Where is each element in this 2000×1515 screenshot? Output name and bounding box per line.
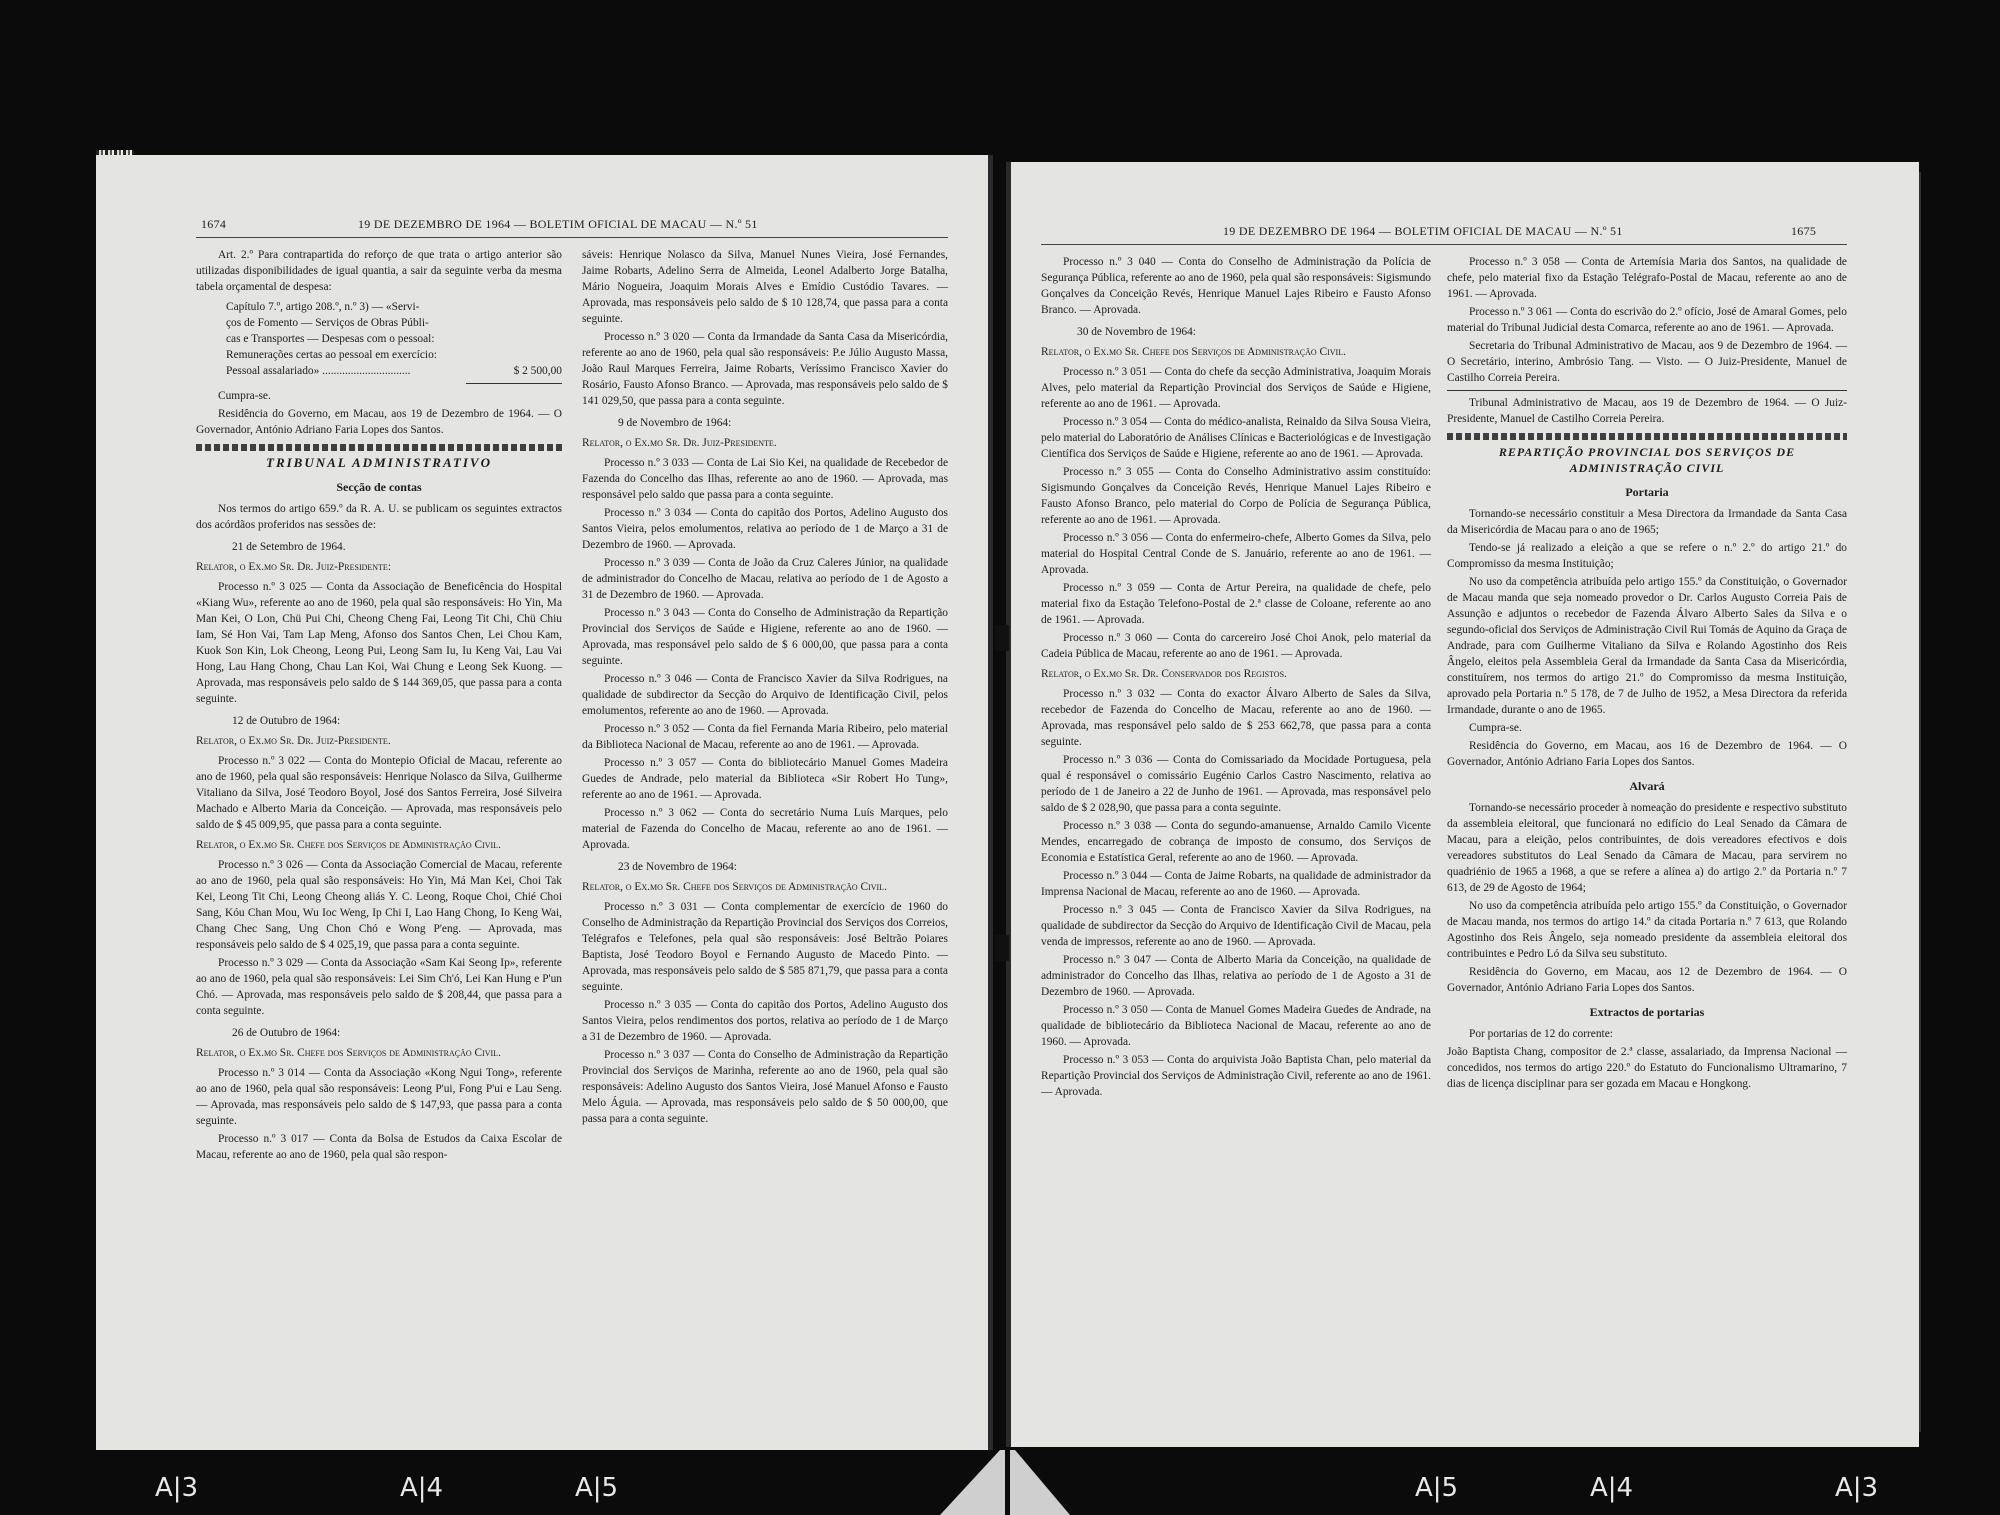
process-entry: Processo n.º 3 058 — Conta de Artemísia Maria dos Santos, na qualidade de chefe, pelo material fixo da Estação Telégrafo-Postal de Macau, referente ao ano de 1961. — Aprovada.	[1447, 256, 1847, 300]
ornament-rule	[196, 444, 562, 451]
paragraph: No uso da competência atribuída pelo artigo 155.º da Constituição, o Governador de Macau manda que seja nomeado provedor o Dr. Carlos Augusto Correia Pais de Assunção e adjuntos o recebedor de Fazenda Álvaro Alberto Sales da Silva e o segundo-oficial dos Serviços de Administração Civil Rui Tomás de Aquino da Graça de Andrade, para com Guilherme Vitaliano da Silva e Rolando Agostinho dos Reis Ângelo, eleitos pela Assembleia Geral da Irmandade da Santa Casa da Misericórdia, constituírem, nos termos do artigo 21.º do Compromisso da mesma Instituição, aprovado pela Portaria n.º 5 178, de 7 de Julho de 1952, a Mesa Directora da referida Irmandade, durante o ano de 1965.	[1447, 576, 1847, 716]
paragraph: Nos termos do artigo 659.º da R. A. U. se publicam os seguintes extractos dos acórdãos proferidos nas sessões de:	[196, 503, 562, 531]
relator-line: Relator, o Ex.mo Sr. Dr. Juiz-Presidente.	[582, 437, 777, 449]
section-title: REPARTIÇÃO PROVINCIAL DOS SERVIÇOS DE ADMINISTRAÇÃO CIVIL	[1498, 445, 1796, 475]
relator-line: Relator, o Ex.mo Sr. Chefe dos Serviços de Administração Civil.	[1041, 346, 1346, 358]
process-entry: Processo n.º 3 035 — Conta do capitão dos Portos, Adelino Augusto dos Santos Vieira, pelos rendimentos dos portos, relativa ao período de 1 de Março a 31 de Dezembro de 1960. — Aprovada.	[582, 999, 948, 1043]
paragraph: Cumpra-se.	[1469, 722, 1522, 734]
session-date: 30 de Novembro de 1964:	[1077, 326, 1196, 338]
process-entry: Processo n.º 3 050 — Conta de Manuel Gomes Madeira Guedes de Andrade, na qualidade de bibliotecário da Biblioteca Nacional de Macau, referente ao ano de 1960. — Aprovada.	[1041, 1004, 1431, 1048]
process-entry: Processo n.º 3 014 — Conta da Associação «Kong Ngui Tong», referente ao ano de 1960, pela qual são responsáveis: Leong P'ui, Fong P'ui e Lau Seng. — Aprovada, mas responsáveis pelo saldo de $ 147,93, que passa para a conta seguinte.	[196, 1067, 562, 1127]
paragraph: Tornando-se necessário proceder à nomeação do presidente e respectivo substituto da assembleia eleitoral, que funcionará no edifício do Leal Senado da Câmara de Macau, para a eleição, pelos contribuintes, de dois vereadores efectivos e dois vereadores substitutos do Leal Senado da Câmara de Macau, para servirem no quadriénio de 1965 a 1968, a que se refere a alínea a) do artigo 2.º da Portaria n.º 7 613, de 29 de Agosto de 1964;	[1447, 802, 1847, 894]
process-entry: Processo n.º 3 043 — Conta do Conselho de Administração da Repartição Provincial dos Serviços de Saúde e Higiene, referente ao ano de 1960. — Aprovada, mas responsável pelo saldo de $ 6 000,00, que passa para a conta seguinte.	[582, 607, 948, 667]
relator-line: Relator, o Ex.mo Sr. Chefe dos Serviços de Administração Civil.	[196, 1047, 501, 1059]
process-entry: Processo n.º 3 051 — Conta do chefe da secção Administrativa, Joaquim Morais Alves, pelo material da Repartição Provincial dos Serviços de Saúde e Higiene, referente ao ano de 1961. — Aprovada.	[1041, 366, 1431, 410]
relator-line: Relator, o Ex.mo Sr. Chefe dos Serviços de Administração Civil.	[582, 881, 887, 893]
process-entry: Processo n.º 3 046 — Conta de Francisco Xavier da Silva Rodrigues, na qualidade de subdirector da Secção do Arquivo de Identificação Civil, pelos emolumentos, referente ao ano de 1960. — Aprovada.	[582, 673, 948, 717]
process-entry: Processo n.º 3 060 — Conta do carcereiro José Choi Anok, pelo material da Cadeia Pública de Macau, referente ao ano de 1961. — Aprovada.	[1041, 632, 1431, 660]
budget-amount-row	[226, 363, 562, 379]
process-entry: Processo n.º 3 040 — Conta do Conselho de Administração da Polícia de Segurança Pública, referente ao ano de 1960, pela qual são responsáveis: Sigismundo Gonçalves da Conceição Revés, Henrique Manuel Lajes Ribeiro e Fausto Afonso Branco. — Aprovada.	[1041, 256, 1431, 316]
divider	[466, 383, 562, 384]
process-entry: Processo n.º 3 055 — Conta do Conselho Administrativo assim constituído: Sigismundo Gonçalves da Conceição Revés, Henrique Manuel Lajes Ribeiro e Fausto Afonso Branco, pelo material do Corpo de Polícia de Segurança Pública, referente ao ano de 1961. — Aprovada.	[1041, 466, 1431, 526]
process-entry: Processo n.º 3 052 — Conta da fiel Fernanda Maria Ribeiro, pelo material da Biblioteca Nacional de Macau, referente ao ano de 1961. — Aprovada.	[582, 723, 948, 751]
divider	[1447, 390, 1847, 391]
ornament-rule	[1447, 433, 1847, 440]
process-entry: Processo n.º 3 054 — Conta do médico-analista, Reinaldo da Silva Sousa Vieira, pelo material do Laboratório de Análises Clínicas e Bacteriológicas e de Investigação Científica dos Serviços de Saúde e Higiene, referente ao ano de 1961. — Aprovada.	[1041, 416, 1431, 460]
relator-line: Relator, o Ex.mo Sr. Chefe dos Serviços de Administração Civil.	[196, 839, 501, 851]
running-header: 19 DE DEZEMBRO DE 1964 — BOLETIM OFICIAL DE MACAU — N.º 51	[358, 217, 758, 231]
session-date: 21 de Setembro de 1964.	[232, 541, 346, 553]
budget-line: ços de Fomento — Serviços de Obras Públi-	[226, 317, 429, 329]
relator-line: Relator, o Ex.mo Sr. Dr. Juiz-Presidente.	[196, 735, 391, 747]
process-entry: Processo n.º 3 020 — Conta da Irmandade da Santa Casa da Misericórdia, referente ao ano de 1960, pela qual são responsáveis: P.e Júlio Augusto Massa, João Raul Marques Ferreira, Jaime Robarts, Veríssimo Francisco Xavier do Rosário, Fausto Afonso Branco. — Aprovada, mas responsáveis pelo saldo de $ 141 029,50, que passa para a conta seguinte.	[582, 331, 948, 407]
relator-line: Relator, o Ex.mo Sr. Dr. Conservador dos Registos.	[1041, 668, 1287, 680]
process-entry: Processo n.º 3 053 — Conta do arquivista João Baptista Chan, pelo material da Repartição Provincial dos Serviços de Administração Civil, referente ao ano de 1961. — Aprovada.	[1041, 1054, 1431, 1098]
binding-clip	[995, 625, 1009, 651]
right-column-2	[1447, 254, 1847, 1094]
paragraph: Por portarias de 12 do corrente:	[1469, 1028, 1613, 1040]
budget-line: Capítulo 7.º, artigo 208.º, n.º 3) — «Servi-	[226, 301, 420, 313]
film-marker: A|5	[575, 1473, 619, 1503]
process-entry: Processo n.º 3 057 — Conta do bibliotecário Manuel Gomes Madeira Guedes de Andrade, pelo material da Biblioteca «Sir Robert Ho Tung», referente ao ano de 1961. — Aprovada.	[582, 757, 948, 801]
process-entry: Processo n.º 3 037 — Conta do Conselho de Administração da Repartição Provincial dos Serviços de Marinha, referente ao ano de 1960, pela qual são responsáveis: Adelino Augusto dos Santos Vieira, José Manuel Afonso e Fausto Melo Águia. — Aprovada, mas responsáveis pelo saldo de $ 50 000,00, que passa para a conta seguinte.	[582, 1049, 948, 1125]
header-rule	[1041, 244, 1847, 245]
process-entry: sáveis: Henrique Nolasco da Silva, Manuel Nunes Vieira, José Fernandes, Jaime Robarts, Adelino Serra de Almeida, Leonel Adalberto Jorge Batalha, Mário Nogueira, Joaquim Morais Alves e Emídio Custódio Tavares. — Aprovada, mas responsáveis pelo saldo de $ 10 128,74, que passa para a conta seguinte.	[582, 249, 948, 325]
process-entry: Processo n.º 3 062 — Conta do secretário Numa Luís Marques, pelo material de Fazenda do Concelho de Macau, referente ao ano de 1961. — Aprovada.	[582, 807, 948, 851]
process-entry: Processo n.º 3 032 — Conta do exactor Álvaro Alberto de Sales da Silva, recebedor de Fazenda do Concelho de Macau, referente ao ano de 1960. — Aprovada, mas responsável pelo saldo de $ 253 662,78, que passa para a conta seguinte.	[1041, 688, 1431, 748]
session-date: 26 de Outubro de 1964:	[232, 1027, 341, 1039]
right-column-1	[1041, 254, 1431, 1102]
budget-line: Remunerações certas ao pessoal em exercício:	[226, 349, 437, 361]
right-page	[1006, 162, 1919, 1447]
budget-line: Pessoal assalariado» ...............................	[226, 365, 411, 377]
fold-shadow	[940, 1450, 1070, 1515]
page-number: 1674	[201, 217, 227, 231]
film-marker: A|4	[400, 1473, 444, 1503]
budget-amount: $ 2 500,00	[513, 365, 562, 377]
process-entry: Processo n.º 3 025 — Conta da Associação de Beneficência do Hospital «Kiang Wu», referente ao ano de 1960, pela qual são responsáveis: Ho Yin, Ma Man Kei, O Lon, Chü Pui Chi, Cheong Cheng Fai, Leong Tit Chi, Chü Chiu Iam, Sé Hon Vai, Tam Lap Meng, Afonso dos Santos Chen, Lei Chou Kam, Kuok Son Kin, Lok Cheong, Leong Pui, Leong Sam Iu, Iu Keng Vai, Lau Vai Hong, Lau Hang Chong, Chau Lan Koi, Wai Chung e Leong Sek Kuong. — Aprovada, mas responsáveis pelo saldo de $ 144 369,05, que passa para a conta seguinte.	[196, 581, 562, 705]
process-entry: Processo n.º 3 026 — Conta da Associação Comercial de Macau, referente ao ano de 1960, pela qual são responsáveis: Ho Yin, Má Man Kei, Choi Tak Kei, Leong Tit Chi, Leong Cheong aliás Y. C. Leong, Roque Choi, Chié Choi Sang, Kóu Chan Mou, Wu Ioc Weng, Ip Chi I, Lao Hang Chong, Io Keng Wai, Chang Chec Sang, Ung Chon Chó e Wong P'eng. — Aprovada, mas responsáveis pelo saldo de $ 4 025,19, que passa para a conta seguinte.	[196, 859, 562, 951]
paragraph: João Baptista Chang, compositor de 2.ª classe, assalariado, da Imprensa Nacional — concedidos, nos termos do artigo 220.º do Estatuto do Funcionalismo Ultramarino, 7 dias de licença disciplinar para ser gozada em Macau e Hongkong.	[1447, 1046, 1847, 1090]
budget-table	[226, 299, 562, 384]
process-entry: Processo n.º 3 056 — Conta do enfermeiro-chefe, Alberto Gomes da Silva, pelo material do Hospital Central Conde de S. Januário, referente ao ano de 1961. — Aprovada.	[1041, 532, 1431, 576]
signature-paragraph: Residência do Governo, em Macau, aos 19 de Dezembro de 1964. — O Governador, António Adriano Faria Lopes dos Santos.	[196, 408, 562, 436]
process-entry: Processo n.º 3 031 — Conta complementar de exercício de 1960 do Conselho de Administração da Repartição Provincial dos Serviços dos Correios, Telégrafos e Telefones, pela qual são responsáveis: José Beltrão Poiares Baptista, José Teodoro Boyol e Fernando Augusto de Macedo Pinto. — Aprovada, mas responsáveis pelo saldo de $ 585 871,79, que passa para a conta seguinte.	[582, 901, 948, 993]
film-marker: A|4	[1590, 1473, 1634, 1503]
film-marker: A|5	[1415, 1473, 1459, 1503]
running-header: 19 DE DEZEMBRO DE 1964 — BOLETIM OFICIAL DE MACAU — N.º 51	[1223, 224, 1623, 238]
film-marker: A|3	[1835, 1473, 1879, 1503]
process-entry: Processo n.º 3 047 — Conta de Alberto Maria da Conceição, na qualidade de administrador do Concelho das Ilhas, relativa ao período de 1 de Agosto a 31 de Dezembro de 1960. — Aprovada.	[1041, 954, 1431, 998]
signature-paragraph: Secretaria do Tribunal Administrativo de Macau, aos 9 de Dezembro de 1964. — O Secretário, interino, Ambrósio Tang. — Visto. — O Juiz-Presidente, Manuel de Castilho Correia Pereira.	[1447, 340, 1847, 384]
page-number: 1675	[1791, 224, 1817, 238]
process-entry: Processo n.º 3 061 — Conta do escrivão do 2.º ofício, José de Amaral Gomes, pelo material do Tribunal Judicial desta Comarca, referente ao ano de 1961. — Aprovada.	[1447, 306, 1847, 334]
process-entry: Processo n.º 3 059 — Conta de Artur Pereira, na qualidade de chefe, pelo material fixo da Estação Telefono-Postal de 2.ª classe de Coloane, referente ao ano de 1961. — Aprovada.	[1041, 582, 1431, 626]
paragraph: Tornando-se necessário constituir a Mesa Directora da Irmandade da Santa Casa da Misericórdia de Macau para o ano de 1965;	[1447, 508, 1847, 536]
paragraph: Art. 2.º Para contrapartida do reforço de que trata o artigo anterior são utilizadas disponibilidades de igual quantia, a sair da seguinte verba da mesma tabela orçamental de despesa:	[196, 249, 562, 293]
subsection-title: Secção de contas	[336, 480, 422, 494]
process-entry: Processo n.º 3 045 — Conta de Francisco Xavier da Silva Rodrigues, na qualidade de subdirector da Secção do Arquivo de Identificação Civil de Macau, pela venda de impressos, referente ao ano de 1960. — Aprovada.	[1041, 904, 1431, 948]
process-entry: Processo n.º 3 044 — Conta de Jaime Robarts, na qualidade de administrador da Imprensa Nacional de Macau, referente ao ano de 1960. — Aprovada.	[1041, 870, 1431, 898]
budget-line: cas e Transportes — Despesas com o pessoal:	[226, 333, 435, 345]
left-page	[96, 155, 993, 1450]
subsection-title: Extractos de portarias	[1589, 1005, 1705, 1019]
left-column-1	[196, 247, 562, 1165]
section-title: TRIBUNAL ADMINISTRATIVO	[266, 455, 492, 470]
header-rule	[196, 237, 948, 238]
process-entry: Processo n.º 3 036 — Conta do Comissariado da Mocidade Portuguesa, pela qual é responsável o comissário Eugénio Carlos Castro Nascimento, relativa ao período de 1 de Janeiro a 22 de Junho de 1961. — Aprovada, mas responsável pelo saldo de $ 2 028,90, que passa para a conta seguinte.	[1041, 754, 1431, 814]
film-marker: A|3	[155, 1473, 199, 1503]
subsection-title: Alvará	[1629, 779, 1665, 793]
left-column-2	[582, 247, 948, 1129]
signature-paragraph: Tribunal Administrativo de Macau, aos 19 de Dezembro de 1964. — O Juiz-Presidente, Manuel de Castilho Correia Pereira.	[1447, 397, 1847, 425]
paragraph: No uso da competência atribuída pelo artigo 155.º da Constituição, o Governador de Macau manda, nos termos do artigo 14.º da citada Portaria n.º 7 613, que Rolando Agostinho dos Reis Ângelo, seja nomeado presidente da assembleia eleitoral dos contribuintes e Pedro Ló da Silva seu substituto.	[1447, 900, 1847, 960]
subsection-title: Portaria	[1625, 485, 1669, 499]
process-entry: Processo n.º 3 033 — Conta de Lai Sio Kei, na qualidade de Recebedor de Fazenda do Concelho das Ilhas, referente ao ano de 1960. — Aprovada, mas responsável pelo saldo que passa para a conta seguinte.	[582, 457, 948, 501]
binding-clip	[995, 935, 1009, 961]
process-entry: Processo n.º 3 022 — Conta do Montepio Oficial de Macau, referente ao ano de 1960, pela qual são responsáveis: Henrique Nolasco da Silva, Guilherme Vitaliano da Silva, José Teodoro Boyol, José dos Santos Ferreira, José Silveira Machado e Alberto Maria da Conceição. — Aprovada, mas responsáveis pelo saldo de $ 45 009,95, que passa para a conta seguinte.	[196, 755, 562, 831]
process-entry: Processo n.º 3 038 — Conta do segundo-amanuense, Arnaldo Camilo Vicente Mendes, encarregado de cobrança de imposto de consumo, dos Serviços de Economia e Estatística Geral, referente ao ano de 1960. — Aprovada.	[1041, 820, 1431, 864]
process-entry: Processo n.º 3 017 — Conta da Bolsa de Estudos da Caixa Escolar de Macau, referente ao ano de 1960, pela qual são respon-	[196, 1133, 562, 1161]
process-entry: Processo n.º 3 029 — Conta da Associação «Sam Kai Seong Ip», referente ao ano de 1960, pela qual são responsáveis: Lei Sim Ch'ó, Lei Kan Hung e P'un Chó. — Aprovada, mas responsáveis pelo saldo de $ 208,44, que passa para a conta seguinte.	[196, 957, 562, 1017]
session-date: 12 de Outubro de 1964:	[232, 715, 341, 727]
signature-paragraph: Residência do Governo, em Macau, aos 16 de Dezembro de 1964. — O Governador, António Adriano Faria Lopes dos Santos.	[1447, 740, 1847, 768]
paragraph: Tendo-se já realizado a eleição a que se refere o n.º 2.º do artigo 21.º do Compromisso da mesma Instituição;	[1447, 542, 1847, 570]
paragraph: Cumpra-se.	[218, 390, 271, 402]
session-date: 9 de Novembro de 1964:	[618, 417, 732, 429]
process-entry: Processo n.º 3 039 — Conta de João da Cruz Caleres Júnior, na qualidade de administrador do Concelho de Macau, relativa ao período de 1 de Agosto a 31 de Dezembro de 1960. — Aprovada.	[582, 557, 948, 601]
session-date: 23 de Novembro de 1964:	[618, 861, 737, 873]
process-entry: Processo n.º 3 034 — Conta do capitão dos Portos, Adelino Augusto dos Santos Vieira, pelos emolumentos, relativa ao período de 1 de Março a 31 de Dezembro de 1960. — Aprovada.	[582, 507, 948, 551]
relator-line: Relator, o Ex.mo Sr. Dr. Juiz-Presidente:	[196, 561, 391, 573]
signature-paragraph: Residência do Governo, em Macau, aos 12 de Dezembro de 1964. — O Governador, António Adriano Faria Lopes dos Santos.	[1447, 966, 1847, 994]
